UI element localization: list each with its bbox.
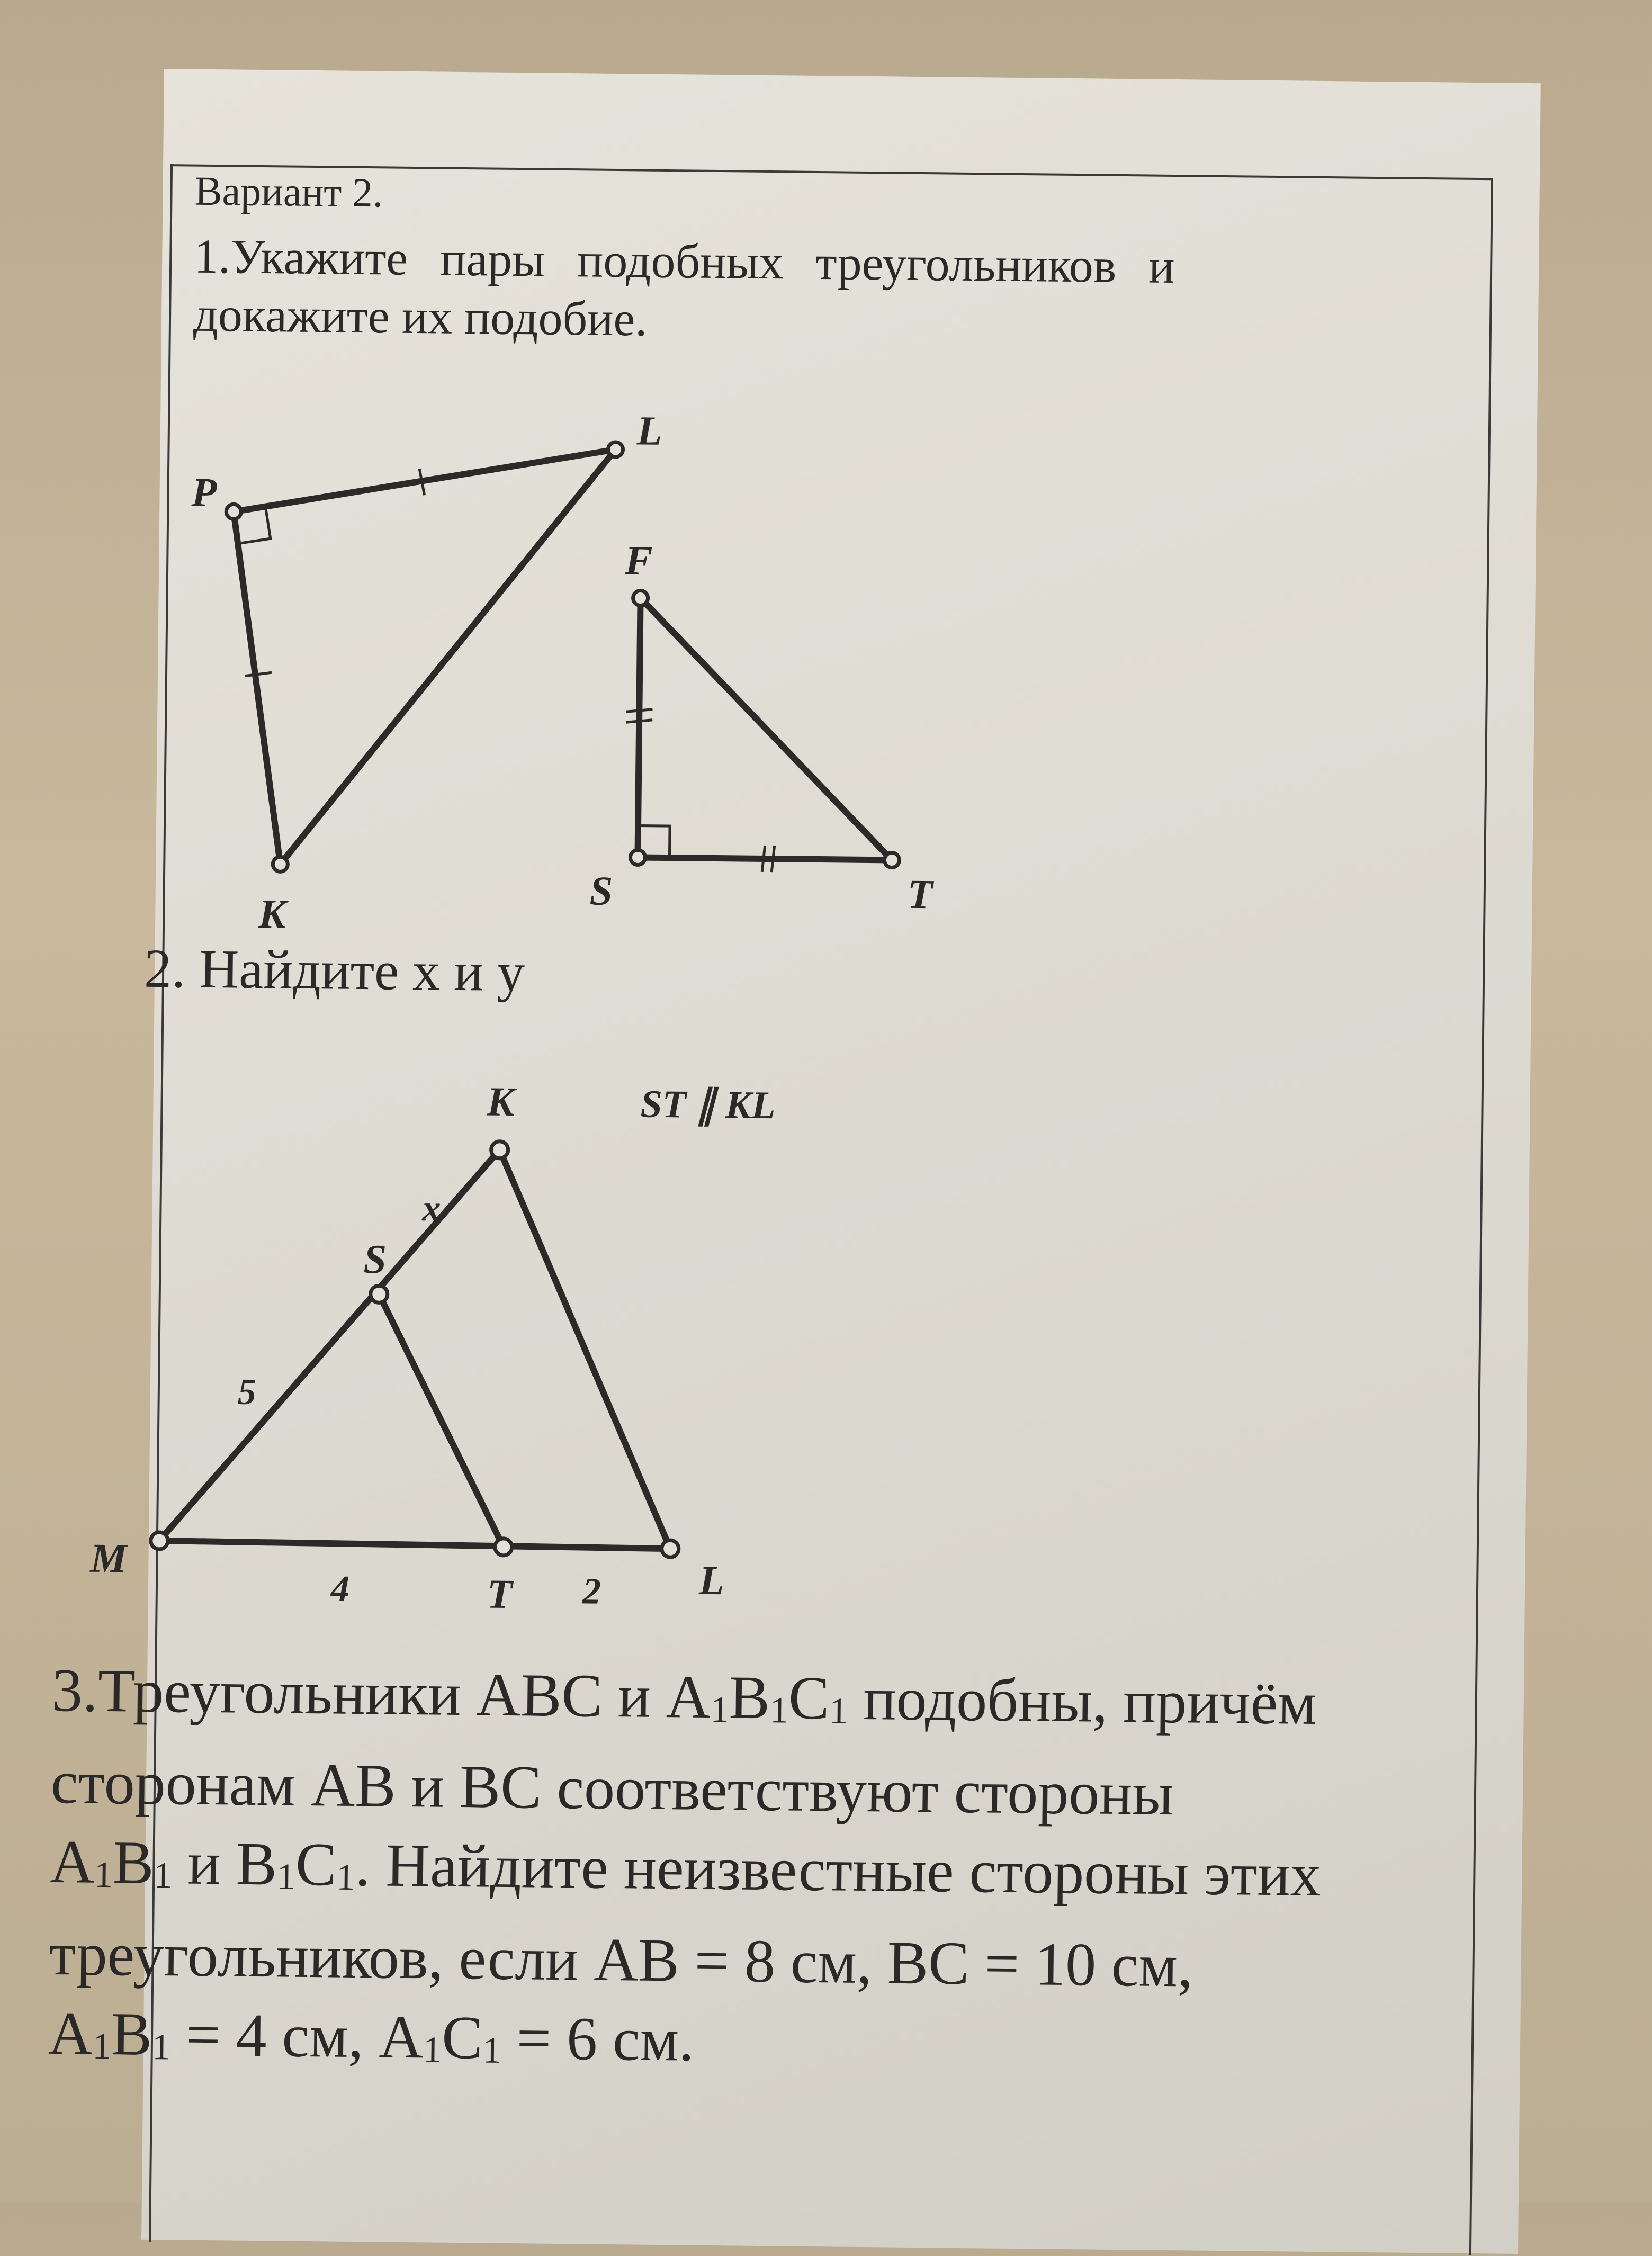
- task2-heading: 2. Найдите x и y: [143, 938, 525, 1003]
- vertex-s: S: [589, 867, 613, 914]
- task3-line2: сторонам AB и BC соответствуют стороны: [50, 1748, 1174, 1829]
- vertex-t: T: [907, 870, 933, 918]
- label-mt: 4: [330, 1568, 350, 1610]
- variant-title: Вариант 2.: [194, 167, 383, 216]
- vertex-f: F: [624, 537, 653, 583]
- task3-line5: A1B1 = 4 см, A1C1 = 6 см.: [48, 1999, 695, 2074]
- task1-line1: 1.Укажите пары подобных треугольников и: [193, 229, 1175, 294]
- task1-line2: докажите их подобие.: [193, 287, 648, 346]
- segment-st: [376, 1294, 506, 1547]
- task3-line1: 3.Треугольники ABC и A1B1C1 подобны, причём: [51, 1656, 1317, 1738]
- parallel-condition: ST ∥ KL: [640, 1082, 776, 1128]
- worksheet-paper: [48, 69, 1541, 2254]
- triangle-mkl: [159, 1146, 675, 1549]
- task3-text: [48, 1651, 1471, 2101]
- vertex-k2: K: [487, 1078, 515, 1125]
- vertex-s2: S: [363, 1236, 387, 1282]
- label-x: x: [422, 1188, 441, 1229]
- label-ms: 5: [237, 1371, 257, 1413]
- vertex-k: K: [258, 890, 286, 937]
- task3-line4: треугольников, если AB = 8 см, BC = 10 см,: [49, 1920, 1193, 2000]
- triangle-plk: [230, 445, 615, 867]
- vertex-t2: T: [487, 1570, 513, 1617]
- vertex-p: P: [191, 469, 217, 516]
- task2-figure: [53, 1063, 905, 1617]
- label-tl: 2: [582, 1571, 601, 1612]
- vertex-l: L: [636, 407, 663, 454]
- task1-figure: [155, 365, 933, 956]
- task3-line3: A1B1 и B1C1. Найдите неизвестные стороны этих: [49, 1828, 1322, 1910]
- vertex-l2: L: [698, 1557, 725, 1604]
- vertex-m: M: [90, 1534, 128, 1581]
- triangle-fst: [638, 598, 894, 860]
